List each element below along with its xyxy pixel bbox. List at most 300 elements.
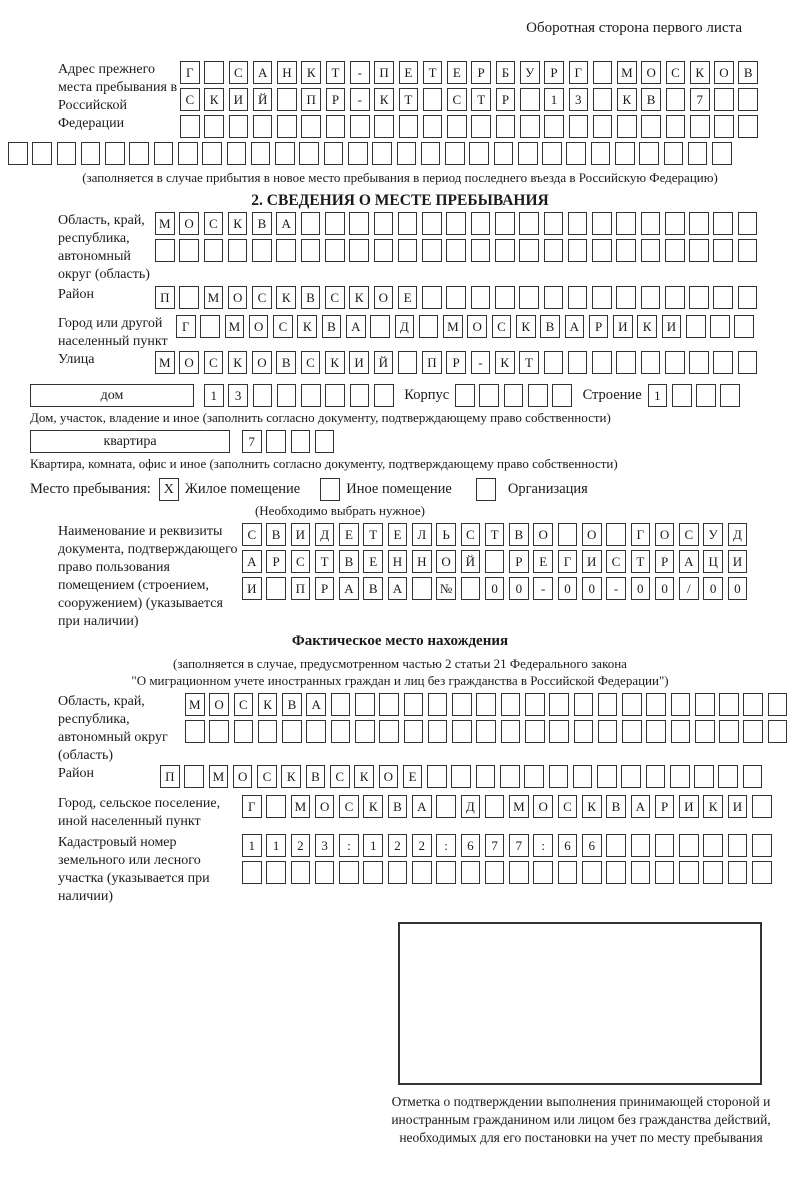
char-cell bbox=[331, 693, 351, 716]
char-cell: 7 bbox=[509, 834, 529, 857]
char-cell: Т bbox=[519, 351, 539, 374]
char-cell: Т bbox=[631, 550, 651, 573]
char-cell bbox=[720, 384, 740, 407]
char-cell: К bbox=[617, 88, 637, 111]
actual-region-label: Область, край, республика, автономный округ (область) bbox=[58, 694, 168, 763]
char-cell bbox=[592, 351, 612, 374]
char-cell: В bbox=[252, 212, 272, 235]
char-cell: М bbox=[155, 351, 175, 374]
char-cell: 2 bbox=[291, 834, 311, 857]
char-cell: В bbox=[388, 795, 408, 818]
char-cell: 1 bbox=[648, 384, 668, 407]
char-cell: - bbox=[471, 351, 491, 374]
char-cell: Р bbox=[446, 351, 466, 374]
stay-option-other bbox=[320, 478, 458, 501]
char-cell bbox=[349, 239, 369, 262]
char-cell bbox=[641, 239, 661, 262]
char-cell bbox=[277, 115, 297, 138]
char-cell bbox=[631, 834, 651, 857]
char-cell: Е bbox=[339, 523, 359, 546]
char-cell bbox=[714, 88, 734, 111]
actual-region-rows bbox=[185, 693, 792, 747]
char-cell: Й bbox=[374, 351, 394, 374]
char-cell bbox=[558, 523, 578, 546]
char-cell: 6 bbox=[558, 834, 578, 857]
char-cell bbox=[665, 212, 685, 235]
char-cell: Е bbox=[363, 550, 383, 573]
char-cell bbox=[495, 286, 515, 309]
char-cell: П bbox=[374, 61, 394, 84]
char-cell: Д bbox=[461, 795, 481, 818]
char-cell: 7 bbox=[485, 834, 505, 857]
char-cell bbox=[204, 239, 224, 262]
char-cell bbox=[258, 720, 278, 743]
char-cell bbox=[374, 239, 394, 262]
char-cell bbox=[301, 384, 321, 407]
actual-location-note-1: (заполняется в случае, предусмотренном частью 2 статьи 21 Федерального закона bbox=[173, 656, 627, 671]
char-cell bbox=[451, 765, 471, 788]
char-cell: И bbox=[728, 550, 748, 573]
char-cell: П bbox=[422, 351, 442, 374]
char-cell bbox=[374, 384, 394, 407]
stroenie-label: Строение bbox=[582, 387, 642, 403]
char-cell bbox=[388, 861, 408, 884]
char-cell bbox=[679, 834, 699, 857]
char-cell: / bbox=[679, 577, 699, 600]
char-cell bbox=[689, 239, 709, 262]
char-cell bbox=[738, 212, 758, 235]
char-cell: К bbox=[354, 765, 374, 788]
char-cell bbox=[355, 720, 375, 743]
char-cell: С bbox=[204, 351, 224, 374]
char-cell: О bbox=[252, 351, 272, 374]
apartment-row bbox=[30, 430, 800, 453]
char-cell: В bbox=[266, 523, 286, 546]
char-cell: Р bbox=[326, 88, 346, 111]
char-cell bbox=[496, 115, 516, 138]
char-cell bbox=[606, 834, 626, 857]
char-cell bbox=[277, 384, 297, 407]
actual-region-group bbox=[58, 693, 800, 765]
char-cell bbox=[665, 239, 685, 262]
char-cell: А bbox=[253, 61, 273, 84]
char-cell: М bbox=[617, 61, 637, 84]
char-cell: М bbox=[204, 286, 224, 309]
street-group bbox=[58, 351, 800, 378]
char-cell bbox=[752, 861, 772, 884]
char-cell: И bbox=[613, 315, 633, 338]
char-cell: О bbox=[714, 61, 734, 84]
char-cell bbox=[615, 142, 635, 165]
char-cell: Г bbox=[631, 523, 651, 546]
char-cell bbox=[549, 693, 569, 716]
apartment-cells bbox=[242, 430, 339, 453]
char-cell: С bbox=[234, 693, 254, 716]
char-cell: Т bbox=[399, 88, 419, 111]
char-cell: С bbox=[447, 88, 467, 111]
char-cell bbox=[695, 720, 715, 743]
char-cell: Н bbox=[412, 550, 432, 573]
stay-type-label: Место пребывания: bbox=[30, 481, 151, 497]
char-cell bbox=[606, 523, 626, 546]
char-cell bbox=[251, 142, 271, 165]
char-cell bbox=[471, 212, 491, 235]
apartment-box-label: квартира bbox=[30, 430, 230, 453]
char-cell bbox=[154, 142, 174, 165]
char-cell bbox=[542, 142, 562, 165]
char-cell bbox=[374, 212, 394, 235]
char-cell bbox=[593, 61, 613, 84]
char-cell: Й bbox=[461, 550, 481, 573]
char-cell: К bbox=[703, 795, 723, 818]
char-cell: О bbox=[179, 351, 199, 374]
char-cell bbox=[485, 550, 505, 573]
char-cell bbox=[445, 142, 465, 165]
cadastral-group bbox=[58, 834, 800, 906]
char-cell bbox=[427, 765, 447, 788]
char-cell: С bbox=[273, 315, 293, 338]
char-cell bbox=[552, 384, 572, 407]
char-cell bbox=[768, 720, 788, 743]
char-cell bbox=[713, 351, 733, 374]
char-cell: С bbox=[257, 765, 277, 788]
document-label: Наименование и реквизиты документа, подтверждающего право пользования помещением (строением, сооружением) (указывается при наличии) bbox=[58, 524, 238, 629]
char-cell: Е bbox=[388, 523, 408, 546]
char-cell: А bbox=[276, 212, 296, 235]
char-cell bbox=[32, 142, 52, 165]
actual-region-row-1 bbox=[185, 693, 792, 716]
cadastral-label: Кадастровый номер земельного или лесного участка (указывается при наличии) bbox=[58, 835, 210, 904]
cadastral-row-2 bbox=[242, 861, 776, 884]
district-label: Район bbox=[58, 287, 94, 302]
char-cell bbox=[446, 239, 466, 262]
char-cell: И bbox=[662, 315, 682, 338]
char-cell: 3 bbox=[315, 834, 335, 857]
char-cell bbox=[631, 861, 651, 884]
char-cell bbox=[533, 861, 553, 884]
char-cell: 2 bbox=[388, 834, 408, 857]
char-cell bbox=[573, 765, 593, 788]
char-cell: 1 bbox=[204, 384, 224, 407]
char-cell bbox=[398, 239, 418, 262]
char-cell: Т bbox=[315, 550, 335, 573]
char-cell: И bbox=[728, 795, 748, 818]
char-cell bbox=[81, 142, 101, 165]
district-row bbox=[155, 286, 762, 309]
char-cell bbox=[253, 384, 273, 407]
char-cell bbox=[679, 861, 699, 884]
char-cell: Е bbox=[447, 61, 467, 84]
char-cell bbox=[646, 720, 666, 743]
char-cell bbox=[743, 765, 763, 788]
house-row bbox=[30, 384, 800, 407]
char-cell: Р bbox=[471, 61, 491, 84]
char-cell: К bbox=[690, 61, 710, 84]
char-cell: А bbox=[242, 550, 262, 573]
char-cell bbox=[738, 88, 758, 111]
char-cell: О bbox=[315, 795, 335, 818]
char-cell: В bbox=[606, 795, 626, 818]
char-cell: О bbox=[233, 765, 253, 788]
char-cell: И bbox=[291, 523, 311, 546]
char-cell: Т bbox=[471, 88, 491, 111]
region-rows bbox=[155, 212, 762, 266]
char-cell bbox=[229, 115, 249, 138]
other-premises-checkbox bbox=[320, 478, 340, 501]
actual-region-row-2 bbox=[185, 720, 792, 743]
char-cell: М bbox=[291, 795, 311, 818]
char-cell bbox=[665, 286, 685, 309]
char-cell: К bbox=[301, 61, 321, 84]
actual-district-row bbox=[160, 765, 767, 788]
char-cell bbox=[315, 861, 335, 884]
char-cell bbox=[374, 115, 394, 138]
char-cell bbox=[592, 239, 612, 262]
char-cell bbox=[641, 212, 661, 235]
actual-location-title: Фактическое место нахождения bbox=[291, 633, 509, 649]
char-cell: В bbox=[322, 315, 342, 338]
residential-label: Жилое помещение bbox=[184, 481, 301, 497]
char-cell: - bbox=[533, 577, 553, 600]
char-cell: М bbox=[155, 212, 175, 235]
prev-address-row-1 bbox=[180, 61, 763, 84]
char-cell: 2 bbox=[412, 834, 432, 857]
char-cell: 0 bbox=[509, 577, 529, 600]
char-cell: В bbox=[306, 765, 326, 788]
char-cell bbox=[568, 212, 588, 235]
char-cell: Т bbox=[485, 523, 505, 546]
char-cell: 1 bbox=[242, 834, 262, 857]
char-cell bbox=[350, 115, 370, 138]
char-cell: Т bbox=[326, 61, 346, 84]
document-group bbox=[58, 523, 800, 631]
cadastral-rows bbox=[242, 834, 776, 888]
street-label: Улица bbox=[58, 352, 95, 367]
prev-address-group bbox=[58, 61, 800, 142]
char-cell: Е bbox=[403, 765, 423, 788]
char-cell bbox=[670, 765, 690, 788]
char-cell: Р bbox=[266, 550, 286, 573]
char-cell bbox=[703, 861, 723, 884]
char-cell bbox=[266, 795, 286, 818]
char-cell: Д bbox=[315, 523, 335, 546]
char-cell bbox=[301, 239, 321, 262]
char-cell: М bbox=[225, 315, 245, 338]
char-cell bbox=[666, 115, 686, 138]
char-cell: С bbox=[666, 61, 686, 84]
char-cell: О bbox=[436, 550, 456, 573]
char-cell bbox=[179, 286, 199, 309]
char-cell: Г bbox=[558, 550, 578, 573]
char-cell bbox=[710, 315, 730, 338]
char-cell: Р bbox=[544, 61, 564, 84]
char-cell: 0 bbox=[631, 577, 651, 600]
char-cell: Л bbox=[412, 523, 432, 546]
char-cell bbox=[768, 693, 788, 716]
char-cell bbox=[593, 88, 613, 111]
char-cell bbox=[519, 212, 539, 235]
char-cell bbox=[471, 239, 491, 262]
char-cell: Г bbox=[569, 61, 589, 84]
char-cell bbox=[616, 351, 636, 374]
char-cell bbox=[616, 239, 636, 262]
char-cell bbox=[719, 720, 739, 743]
city-row bbox=[176, 315, 759, 338]
char-cell bbox=[452, 693, 472, 716]
char-cell: К bbox=[276, 286, 296, 309]
char-cell bbox=[412, 577, 432, 600]
char-cell bbox=[363, 861, 383, 884]
char-cell bbox=[655, 861, 675, 884]
char-cell: Е bbox=[533, 550, 553, 573]
char-cell bbox=[738, 351, 758, 374]
street-row bbox=[155, 351, 762, 374]
char-cell: М bbox=[209, 765, 229, 788]
char-cell bbox=[348, 142, 368, 165]
char-cell: 0 bbox=[655, 577, 675, 600]
char-cell: 0 bbox=[558, 577, 578, 600]
char-cell: 6 bbox=[582, 834, 602, 857]
char-cell bbox=[569, 115, 589, 138]
char-cell bbox=[324, 142, 344, 165]
region-label: Область, край, республика, автономный округ (область) bbox=[58, 213, 150, 282]
char-cell bbox=[57, 142, 77, 165]
char-cell: - bbox=[606, 577, 626, 600]
char-cell bbox=[419, 315, 439, 338]
char-cell bbox=[694, 765, 714, 788]
char-cell bbox=[689, 212, 709, 235]
char-cell bbox=[591, 142, 611, 165]
char-cell bbox=[718, 765, 738, 788]
char-cell bbox=[325, 384, 345, 407]
char-cell: К bbox=[495, 351, 515, 374]
char-cell: О bbox=[533, 523, 553, 546]
char-cell bbox=[129, 142, 149, 165]
char-cell: В bbox=[339, 550, 359, 573]
house-number-cells bbox=[204, 384, 398, 407]
char-cell: В bbox=[282, 693, 302, 716]
char-cell bbox=[485, 795, 505, 818]
prev-address-row-4 bbox=[8, 142, 800, 165]
char-cell: С bbox=[242, 523, 262, 546]
stamp-caption: Отметка о подтверждении выполнения принимающей стороной и иностранным гражданином или лицом без гражданства действий, необходимых для его постановки на учет по месту пребывания bbox=[391, 1094, 771, 1145]
char-cell bbox=[525, 720, 545, 743]
char-cell bbox=[665, 351, 685, 374]
char-cell: Б bbox=[496, 61, 516, 84]
char-cell bbox=[399, 115, 419, 138]
char-cell: К bbox=[363, 795, 383, 818]
char-cell: Е bbox=[399, 61, 419, 84]
char-cell bbox=[428, 693, 448, 716]
char-cell bbox=[436, 795, 456, 818]
char-cell: А bbox=[339, 577, 359, 600]
char-cell: В bbox=[738, 61, 758, 84]
char-cell bbox=[398, 212, 418, 235]
char-cell: К bbox=[228, 351, 248, 374]
char-cell bbox=[549, 720, 569, 743]
char-cell bbox=[713, 212, 733, 235]
char-cell bbox=[155, 239, 175, 262]
char-cell bbox=[646, 765, 666, 788]
char-cell: И bbox=[582, 550, 602, 573]
char-cell bbox=[617, 115, 637, 138]
char-cell bbox=[544, 212, 564, 235]
char-cell bbox=[592, 212, 612, 235]
stay-type-note: (Необходимо выбрать нужное) bbox=[254, 503, 426, 518]
char-cell bbox=[574, 720, 594, 743]
char-cell: Р bbox=[315, 577, 335, 600]
char-cell: С bbox=[330, 765, 350, 788]
char-cell bbox=[372, 142, 392, 165]
char-cell bbox=[728, 861, 748, 884]
char-cell: С bbox=[492, 315, 512, 338]
char-cell: 3 bbox=[228, 384, 248, 407]
char-cell bbox=[568, 351, 588, 374]
char-cell: В bbox=[363, 577, 383, 600]
korpus-cells bbox=[455, 384, 576, 407]
other-premises-label: Иное помещение bbox=[346, 481, 452, 497]
char-cell bbox=[479, 384, 499, 407]
char-cell bbox=[592, 286, 612, 309]
corner-note: Оборотная сторона первого листа bbox=[526, 20, 742, 36]
char-cell bbox=[713, 239, 733, 262]
char-cell: М bbox=[509, 795, 529, 818]
char-cell: С bbox=[339, 795, 359, 818]
char-cell: П bbox=[160, 765, 180, 788]
char-cell bbox=[672, 384, 692, 407]
char-cell bbox=[242, 861, 262, 884]
char-cell bbox=[200, 315, 220, 338]
char-cell bbox=[566, 142, 586, 165]
char-cell bbox=[646, 693, 666, 716]
char-cell bbox=[597, 765, 617, 788]
char-cell: О bbox=[582, 523, 602, 546]
char-cell: Р bbox=[589, 315, 609, 338]
char-cell bbox=[476, 765, 496, 788]
char-cell bbox=[423, 88, 443, 111]
char-cell bbox=[525, 693, 545, 716]
char-cell bbox=[712, 142, 732, 165]
char-cell bbox=[568, 239, 588, 262]
char-cell: К bbox=[204, 88, 224, 111]
char-cell bbox=[719, 693, 739, 716]
actual-city-group bbox=[58, 795, 800, 831]
char-cell bbox=[276, 239, 296, 262]
char-cell bbox=[447, 115, 467, 138]
char-cell bbox=[528, 384, 548, 407]
char-cell: Т bbox=[423, 61, 443, 84]
actual-city-label: Город, сельское поселение, иной населенный пункт bbox=[58, 796, 221, 829]
char-cell bbox=[519, 239, 539, 262]
char-cell: В bbox=[276, 351, 296, 374]
prev-address-row-2 bbox=[180, 88, 763, 111]
char-cell bbox=[331, 720, 351, 743]
char-cell bbox=[495, 239, 515, 262]
char-cell: О bbox=[533, 795, 553, 818]
char-cell bbox=[738, 115, 758, 138]
char-cell: А bbox=[679, 550, 699, 573]
char-cell: 0 bbox=[703, 577, 723, 600]
char-cell: М bbox=[185, 693, 205, 716]
region-group bbox=[58, 212, 800, 284]
char-cell: А bbox=[306, 693, 326, 716]
char-cell bbox=[738, 286, 758, 309]
char-cell: Ц bbox=[703, 550, 723, 573]
organization-label: Организация bbox=[507, 481, 588, 497]
house-note: Дом, участок, владение и иное (заполнить согласно документу, подтверждающему право собственности) bbox=[30, 410, 611, 425]
char-cell: 1 bbox=[363, 834, 383, 857]
char-cell: : bbox=[339, 834, 359, 857]
